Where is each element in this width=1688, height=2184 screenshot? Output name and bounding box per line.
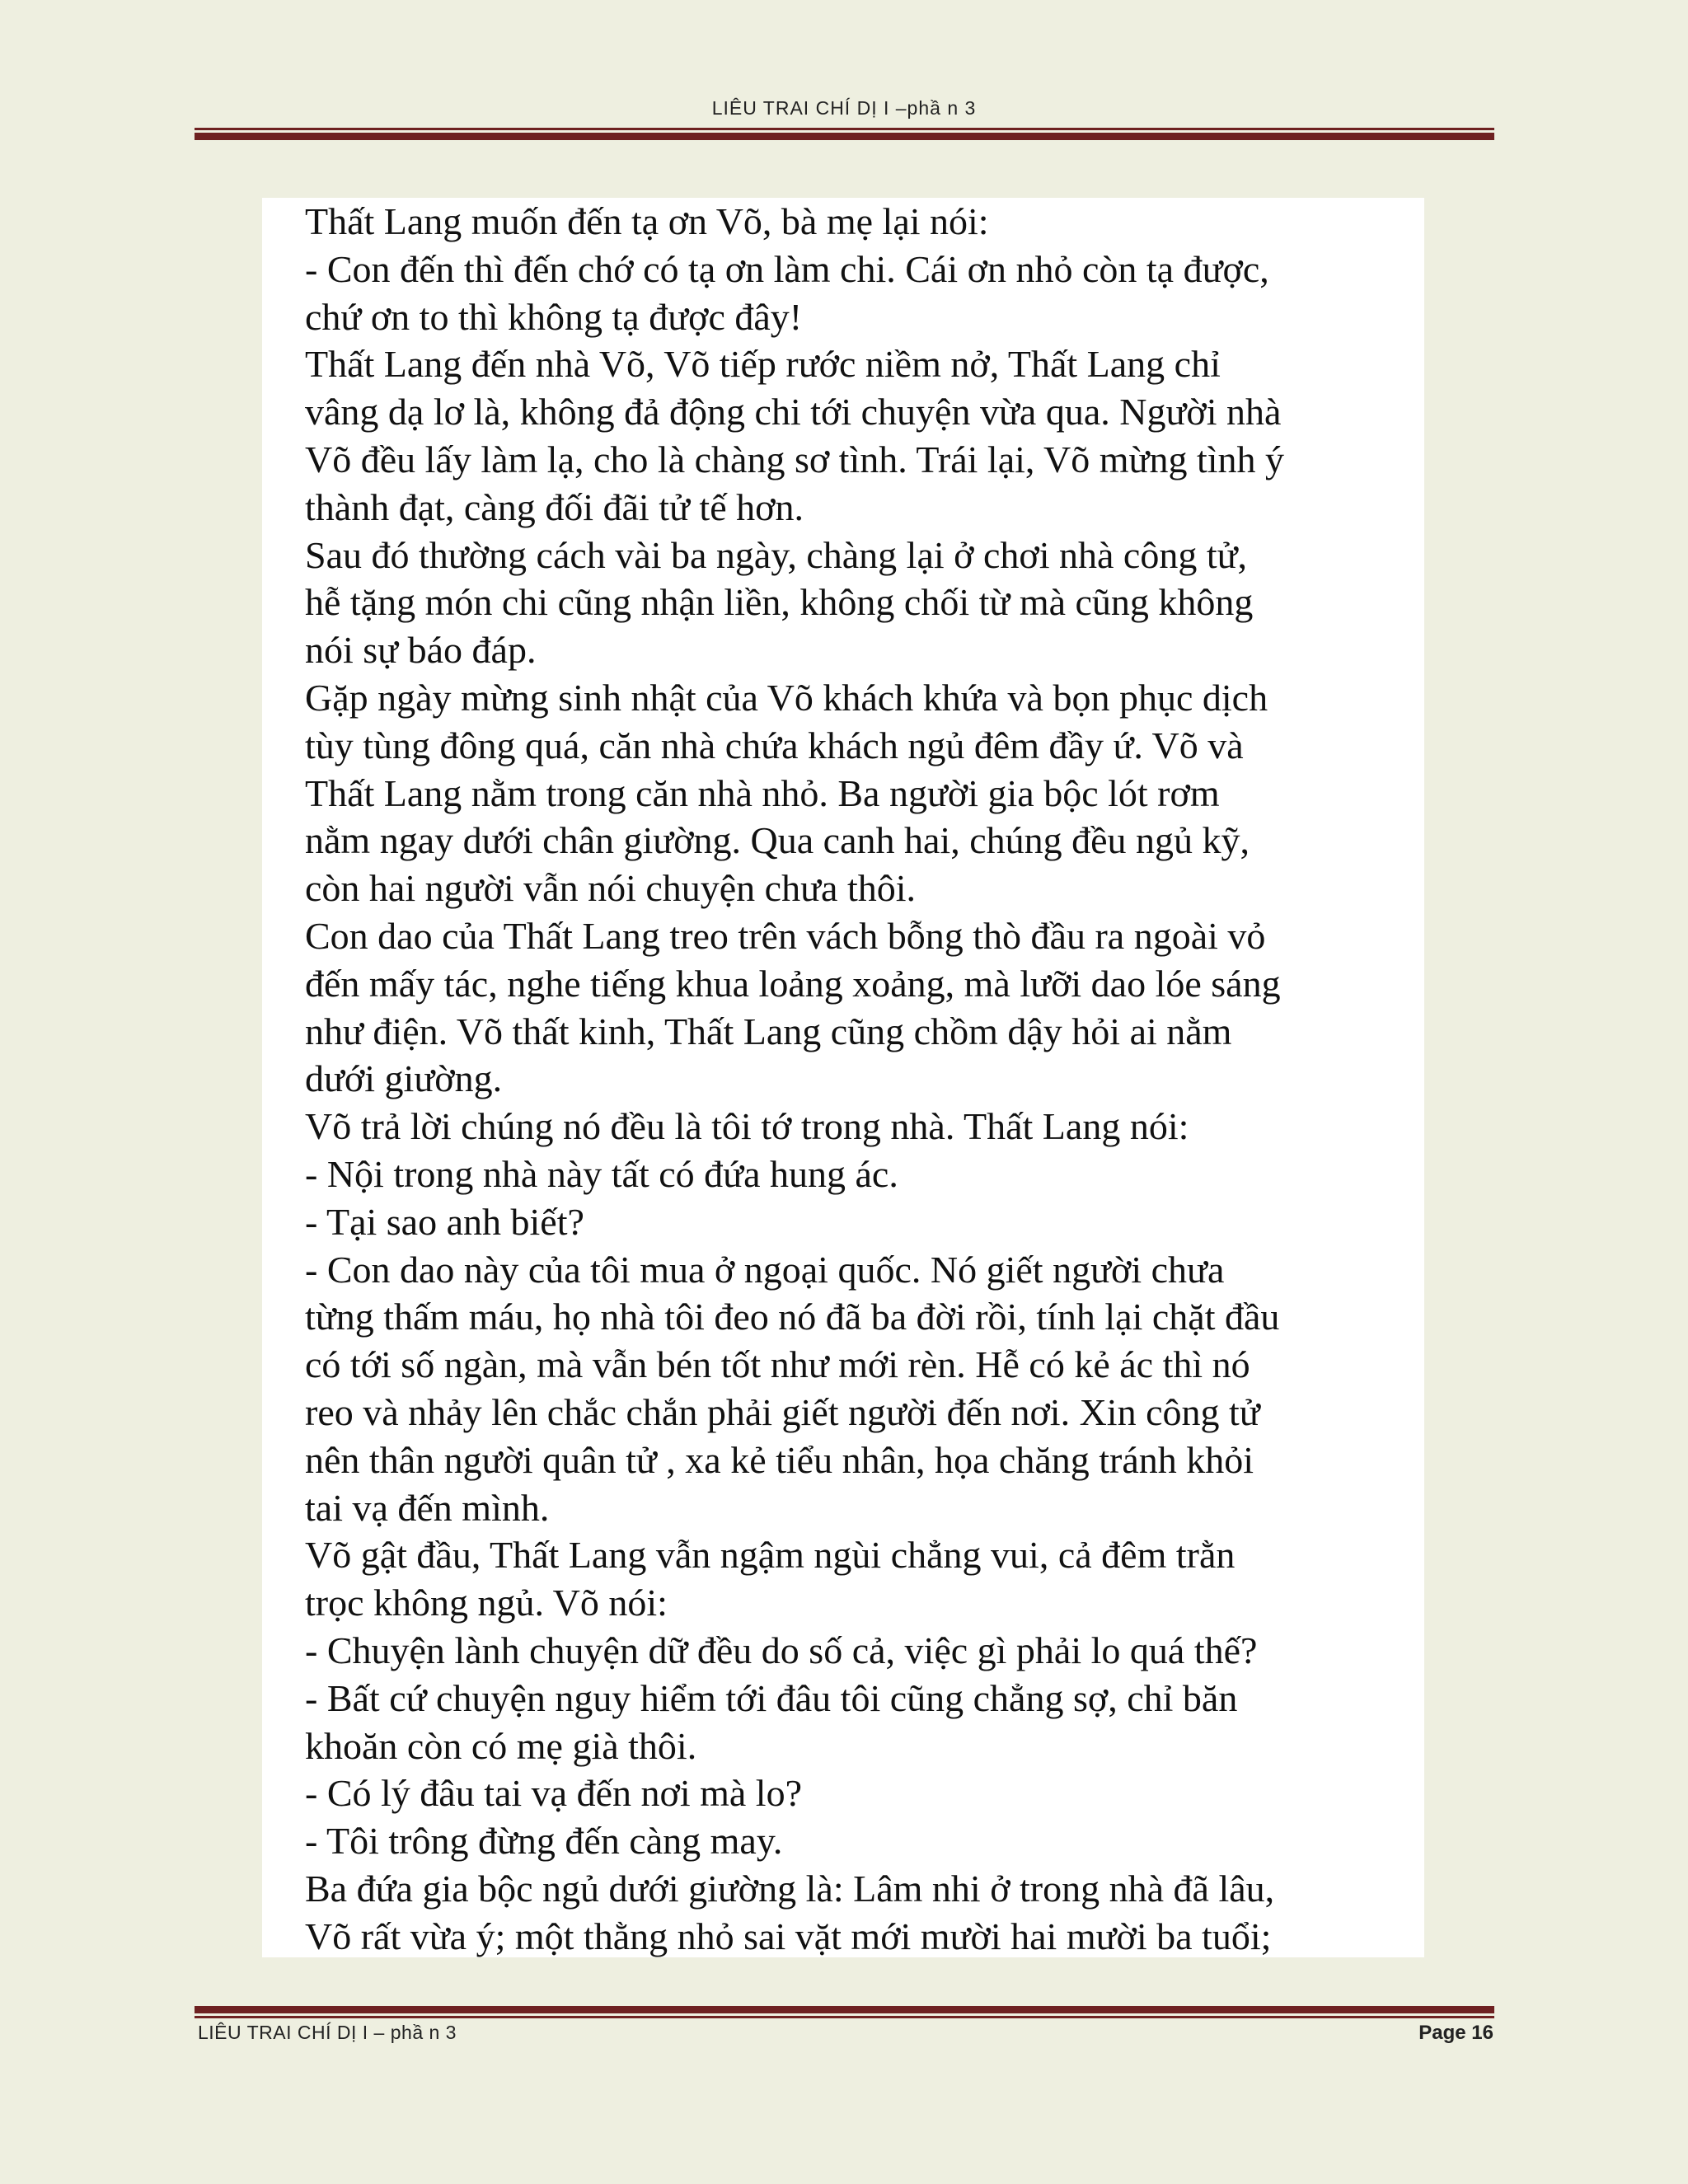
text-line: trọc không ngủ. Võ nói: — [305, 1582, 668, 1624]
text-line: Thất Lang nằm trong căn nhà nhỏ. Ba người gia bộc lót rơm — [305, 771, 1220, 814]
text-line: reo và nhảy lên chắc chắn phải giết người đến nơi. Xin công tử — [305, 1390, 1260, 1433]
text-line: - Bất cứ chuyện nguy hiểm tới đâu tôi cũng chẳng sợ, chỉ băn — [305, 1676, 1238, 1719]
header-divider-thick — [195, 133, 1494, 140]
running-header: LIÊU TRAI CHÍ DỊ I –phầ n 3 — [711, 97, 977, 119]
text-line: Võ trả lời chúng nó đều là tôi tớ trong nhà. Thất Lang nói: — [305, 1105, 1189, 1148]
footer-divider-thin — [195, 2016, 1494, 2018]
text-line: vâng dạ lơ là, không đả động chi tới chuyện vừa qua. Người nhà — [305, 391, 1282, 434]
text-line: Thất Lang muốn đến tạ ơn Võ, bà mẹ lại nói: — [305, 200, 989, 242]
text-line: Võ đều lấy làm lạ, cho là chàng sơ tình. Trái lại, Võ mừng tình ý — [305, 438, 1285, 480]
text-line: Thất Lang đến nhà Võ, Võ tiếp rước niềm nở, Thất Lang chỉ — [305, 343, 1221, 386]
text-line: nói sự báo đáp. — [305, 629, 537, 672]
text-line: - Con dao này của tôi mua ở ngoại quốc. Nó giết người chưa — [305, 1248, 1225, 1291]
text-line: từng thấm máu, họ nhà tôi đeo nó đã ba đời rồi, tính lại chặt đầu — [305, 1296, 1280, 1338]
text-line: tùy tùng đông quá, căn nhà chứa khách ngủ đêm đầy ứ. Võ và — [305, 724, 1244, 766]
text-line: còn hai người vẫn nói chuyện chưa thôi. — [305, 867, 917, 910]
text-line: chứ ơn to thì không tạ được đây! — [305, 295, 803, 338]
page-body — [262, 198, 1424, 1957]
text-line: nên thân người quân tử , xa kẻ tiểu nhân, họa chăng tránh khỏi — [305, 1438, 1254, 1481]
text-line: tai vạ đến mình. — [305, 1486, 550, 1529]
text-line: đến mấy tác, nghe tiếng khua loảng xoảng, mà lưỡi dao lóe sáng — [305, 962, 1281, 1005]
body-text — [305, 198, 1400, 1960]
text-line: - Có lý đâu tai vạ đến nơi mà lo? — [305, 1772, 803, 1815]
header-divider — [195, 128, 1494, 140]
footer-divider-thick — [195, 2006, 1494, 2013]
text-line: thành đạt, càng đối đãi tử tế hơn. — [305, 485, 804, 528]
text-line: như điện. Võ thất kinh, Thất Lang cũng chồm dậy hỏi ai nằm — [305, 1010, 1232, 1052]
text-line: - Chuyện lành chuyện dữ đều do số cả, việc gì phải lo quá thế? — [305, 1629, 1258, 1671]
text-line: nằm ngay dưới chân giường. Qua canh hai, chúng đều ngủ kỹ, — [305, 819, 1250, 862]
text-line: Gặp ngày mừng sinh nhật của Võ khách khứa và bọn phục dịch — [305, 676, 1268, 719]
text-line: Con dao của Thất Lang treo trên vách bỗng thò đầu ra ngoài vỏ — [305, 914, 1266, 957]
text-line: - Nội trong nhà này tất có đứa hung ác. — [305, 1152, 898, 1195]
text-line: Sau đó thường cách vài ba ngày, chàng lại ở chơi nhà công tử, — [305, 533, 1248, 576]
text-line: - Con đến thì đến chớ có tạ ơn làm chi. Cái ơn nhỏ còn tạ được, — [305, 247, 1269, 290]
text-line: - Tôi trông đừng đến càng may. — [305, 1820, 783, 1863]
text-line: Võ gật đầu, Thất Lang vẫn ngậm ngùi chẳng vui, cả đêm trằn — [305, 1534, 1236, 1577]
text-line: khoăn còn có mẹ già thôi. — [305, 1724, 697, 1767]
text-line: - Tại sao anh biết? — [305, 1200, 584, 1243]
text-line: có tới số ngàn, mà vẫn bén tốt như mới rèn. Hễ có kẻ ác thì nó — [305, 1343, 1250, 1386]
page-number: Page 16 — [1418, 2022, 1493, 2044]
text-line: Ba đứa gia bộc ngủ dưới giường là: Lâm nhi ở trong nhà đã lâu, — [305, 1867, 1275, 1910]
text-line: dưới giường. — [305, 1057, 503, 1100]
text-line: hễ tặng món chi cũng nhận liền, không chối từ mà cũng không — [305, 581, 1254, 624]
text-line: Võ rất vừa ý; một thằng nhỏ sai vặt mới mười hai mười ba tuổi; — [305, 1915, 1272, 1957]
running-footer: LIÊU TRAI CHÍ DỊ I – phầ n 3 — [198, 2022, 457, 2043]
footer-divider — [195, 2006, 1494, 2018]
